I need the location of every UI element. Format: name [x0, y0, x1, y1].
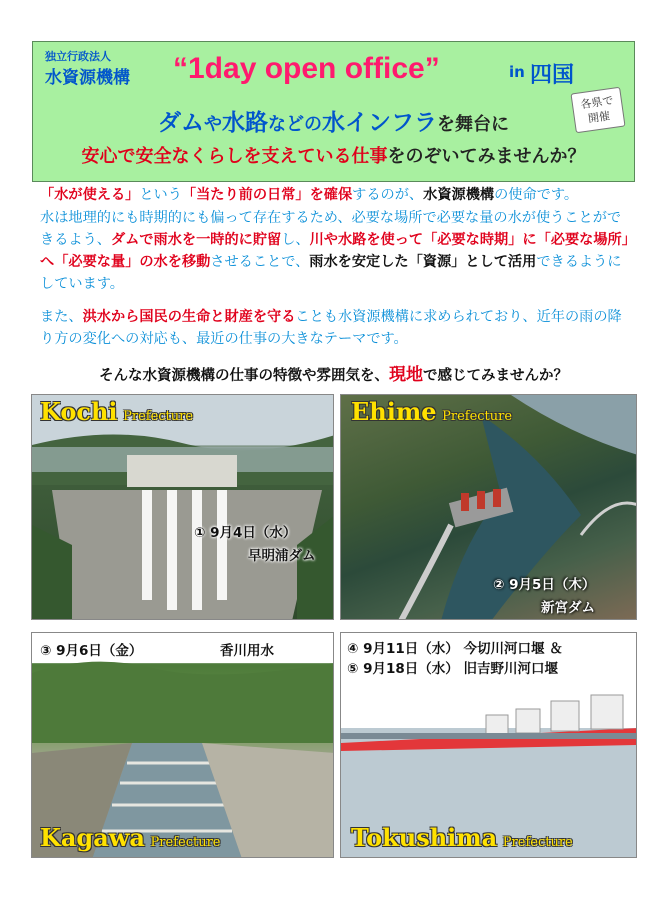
org-type: 独立行政法人	[45, 50, 111, 63]
kochi-prefecture-label	[40, 397, 193, 426]
kagawa-prefecture-label	[40, 823, 220, 852]
ehime-site-name: 新宮ダム	[541, 600, 595, 616]
p1-blue-1: という	[139, 187, 182, 203]
tokushima-suffix: Prefecture	[502, 835, 573, 850]
p1-red-1: 「水が使える」	[40, 187, 140, 203]
invite-after: で感じてみませんか？	[423, 368, 568, 384]
p1-blue-3: の使命です。	[494, 187, 579, 203]
p1-red-2: 「当たり前の日常」を確保	[181, 187, 353, 203]
tagline-nado: などの	[268, 114, 322, 135]
p2-red-2: 川や水路を使って「必要な時期」に「必要な場所」へ「必要な量」の水を移動	[40, 232, 629, 270]
invite-line	[0, 360, 667, 385]
p3-b: ことも水資源機構に求められており、近年の雨の降り方の変化への対応も、最近の仕事の大きなテーマです。	[40, 309, 622, 347]
ehime-prefecture-label	[351, 397, 512, 426]
p2-c: させることで、	[210, 254, 310, 270]
kochi-site-name: 早明浦ダム	[248, 548, 316, 564]
tokushima-weir-photo	[340, 632, 637, 858]
ehime-name: Ehime	[351, 397, 437, 426]
p1-black: 水資源機構	[423, 187, 495, 203]
intro-paragraph-1	[40, 184, 632, 206]
p3-red: 洪水から国民の生命と財産を守る	[82, 309, 296, 325]
kagawa-suffix: Prefecture	[150, 835, 221, 850]
kochi-dam-photo	[31, 394, 334, 620]
kagawa-canal-photo	[31, 632, 334, 858]
kochi-date: ① 9月4日（水）	[194, 525, 297, 541]
kochi-dam-illustration	[32, 395, 334, 620]
p2-red-1: ダムで雨水を一時的に貯留	[110, 232, 282, 248]
p2-b: し、	[281, 232, 310, 248]
header-banner	[32, 41, 635, 182]
tokushima-prefecture-label	[351, 823, 573, 852]
tagline-dam: ダム	[158, 110, 204, 136]
kagawa-site-name: 香川用水	[220, 643, 274, 659]
tagline-butai: を舞台に	[437, 114, 509, 135]
tokushima-line-2: ⑤ 9月18日（水） 旧吉野川河口堰	[347, 661, 559, 677]
event-title: “1day open office”	[173, 52, 440, 85]
tagline-suiro: 水路	[222, 110, 268, 136]
ehime-date: ② 9月5日（木）	[493, 577, 596, 593]
kochi-name: Kochi	[40, 397, 118, 426]
kagawa-date: ③ 9月6日（金）	[40, 643, 143, 659]
org-name: 水資源機構	[45, 68, 130, 88]
tokushima-name: Tokushima	[351, 823, 498, 852]
tokushima-line-1: ④ 9月11日（水） 今切川河口堰 ＆	[347, 641, 563, 657]
p2-black: 雨水を安定した「資源」として活用	[309, 254, 537, 270]
ehime-suffix: Prefecture	[442, 409, 513, 424]
p1-blue-2: するのが、	[352, 187, 424, 203]
badge-line-1: 各県で	[579, 93, 615, 112]
p2-d: できるようにしています。	[40, 254, 622, 292]
p2-a: 水は地理的にも時期的にも偏って存在するため、必要な場所で必要な量の水が使うことができるよう、	[40, 210, 622, 248]
subtitle	[33, 142, 634, 168]
event-in: in	[509, 63, 525, 81]
event-region: 四国	[530, 63, 575, 88]
intro-paragraph-3	[40, 306, 632, 350]
invite-before: そんな水資源機構の仕事の特徴や雰囲気を、	[99, 368, 389, 384]
tagline-ya: や	[204, 114, 222, 135]
kagawa-name: Kagawa	[40, 823, 145, 852]
intro-paragraph-2	[40, 207, 632, 295]
tagline	[33, 104, 634, 137]
kochi-suffix: Prefecture	[123, 409, 194, 424]
invite-red: 現地	[389, 365, 423, 385]
subtitle-red: 安心で安全なくらしを支えている仕事	[81, 146, 388, 167]
p3-a: また、	[40, 309, 83, 325]
ehime-dam-photo	[340, 394, 637, 620]
badge-line-2: 開催	[587, 109, 611, 126]
tagline-infra: 水インフラ	[322, 110, 437, 136]
subtitle-dark: をのぞいてみませんか？	[387, 146, 586, 167]
